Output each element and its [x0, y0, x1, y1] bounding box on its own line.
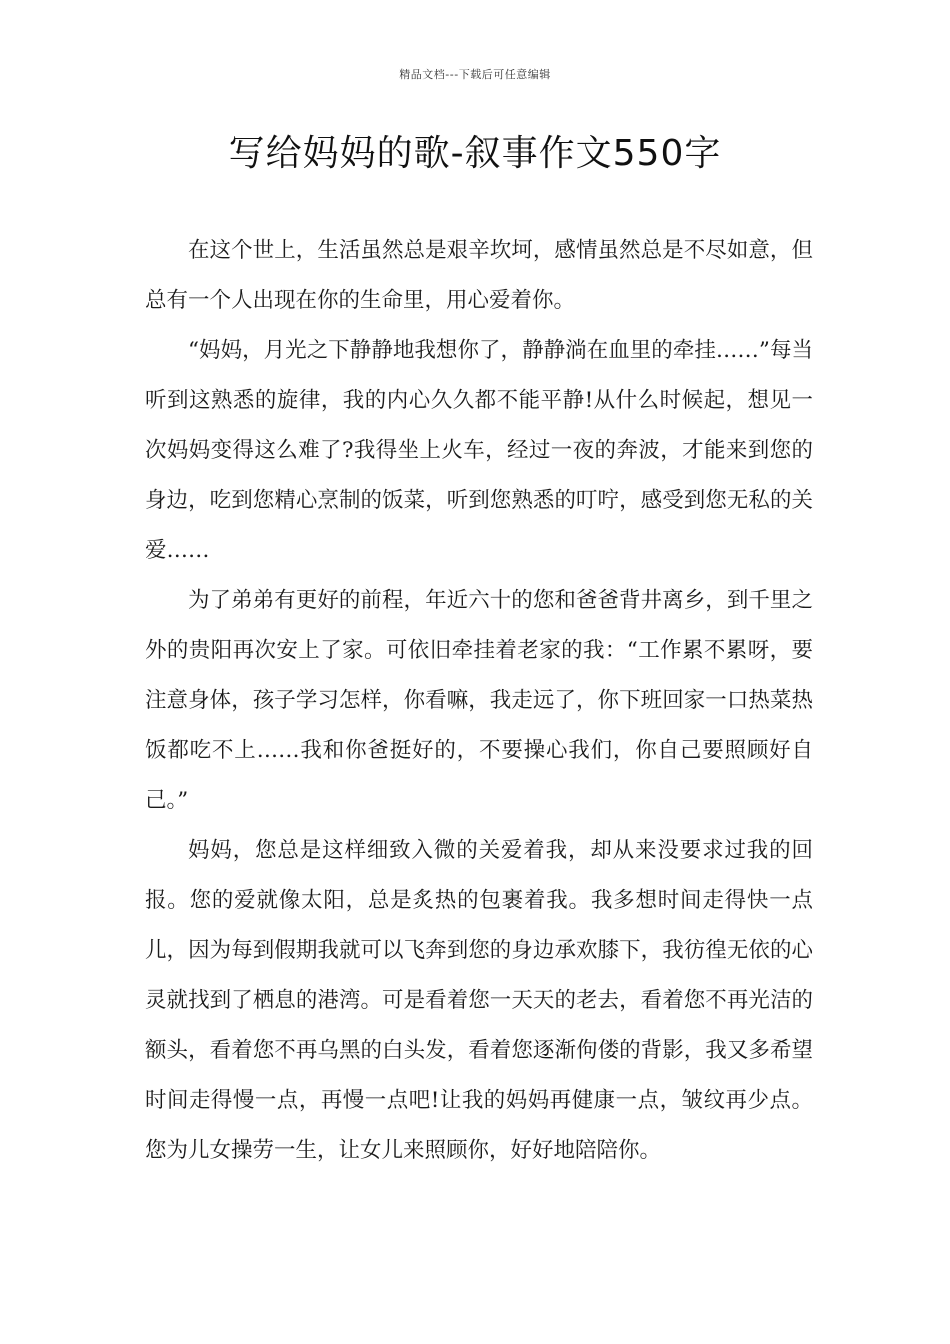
paragraph-4: 妈妈，您总是这样细致入微的关爱着我，却从来没要求过我的回报。您的爱就像太阳，总是炙热的包裹着我。我多想时间走得快一点儿，因为每到假期我就可以飞奔到您的身边承欢膝下，我彷徨无依的心灵就找到了栖息的港湾。可是看着您一天天的老去，看着您不再光洁的额头，看着您不再乌黑的白头发，看着您逐渐佝偻的背影，我又多希望时间走得慢一点，再慢一点吧!让我的妈妈再健康一点，皱纹再少点。您为儿女操劳一生，让女儿来照顾你，好好地陪陪你。 — [145, 838, 813, 1163]
paragraph-1: 在这个世上，生活虽然总是艰辛坎坷，感情虽然总是不尽如意，但总有一个人出现在你的生命里，用心爱着你。 — [145, 238, 813, 313]
paragraph-3: 为了弟弟有更好的前程，年近六十的您和爸爸背井离乡，到千里之外的贵阳再次安上了家。可依旧牵挂着老家的我：“工作累不累呀，要注意身体，孩子学习怎样，你看嘛，我走远了，你下班回家一口热菜热饭都吃不上……我和你爸挺好的，不要操心我们，你自己要照顾好自己。” — [145, 588, 813, 813]
article-body — [145, 226, 813, 1176]
paragraph-2: “妈妈，月光之下静静地我想你了，静静淌在血里的牵挂……”每当听到这熟悉的旋律，我的内心久久都不能平静!从什么时候起，想见一次妈妈变得这么难了?我得坐上火车，经过一夜的奔波，才能来到您的身边，吃到您精心烹制的饭菜，听到您熟悉的叮咛，感受到您无私的关爱…… — [145, 338, 813, 563]
header-note: 精品文档---下载后可任意编辑 — [399, 68, 551, 81]
page-title: 写给妈妈的歌-叙事作文550字 — [228, 133, 722, 174]
